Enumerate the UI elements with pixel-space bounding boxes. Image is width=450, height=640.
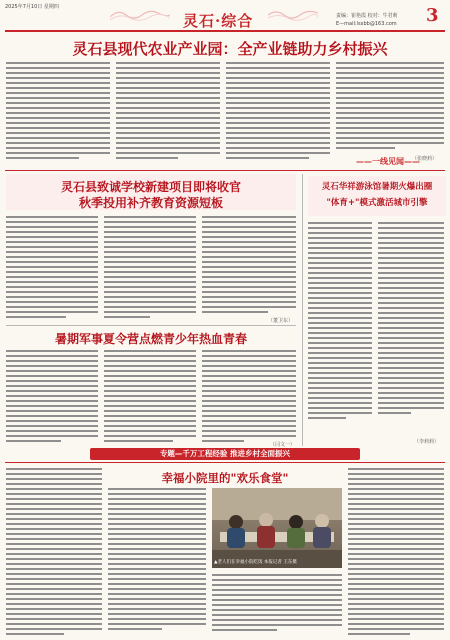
column-divider bbox=[302, 174, 303, 446]
summer-col-2 bbox=[104, 350, 196, 445]
editor-email: E—mail:lsxbb@163.com bbox=[336, 21, 397, 27]
feature-banner bbox=[90, 448, 360, 460]
lead-col-2 bbox=[116, 62, 220, 162]
swim-headline-1: 灵石华祥游泳馆暑期火爆出圈 bbox=[321, 182, 433, 192]
page-number: 3 bbox=[426, 5, 439, 26]
ad-banner-text: ——一线见闻—— bbox=[356, 157, 420, 166]
left-divider bbox=[6, 325, 296, 326]
section-title: 灵石·综合 bbox=[183, 12, 254, 30]
feature-col-1 bbox=[6, 468, 102, 638]
school-col-1 bbox=[6, 216, 98, 321]
wave-ornament bbox=[110, 6, 170, 20]
feature-col-4 bbox=[348, 468, 444, 638]
section-divider bbox=[5, 170, 445, 171]
swim-headline-2: "体育+"模式激活城市引擎 bbox=[326, 198, 428, 208]
lead-headline: 灵石县现代农业产业园：全产业链助力乡村振兴 bbox=[72, 40, 388, 58]
wave-ornament-right bbox=[268, 6, 318, 20]
lead-credit: （张晓莉） bbox=[412, 156, 438, 162]
school-headline-1: 灵石县致诚学校新建项目即将收官 bbox=[60, 180, 241, 194]
lead-col-1 bbox=[6, 62, 110, 162]
lead-col-3 bbox=[226, 62, 330, 162]
school-credit: （董卫东） bbox=[268, 318, 294, 324]
summer-col-3 bbox=[202, 350, 296, 445]
feature-banner-text: 专题—千万工程经验 推进乡村全面振兴 bbox=[159, 449, 291, 458]
feature-headline: 幸福小院里的"欢乐食堂" bbox=[161, 471, 289, 485]
summer-credit: （闫文一） bbox=[270, 442, 296, 448]
school-col-3 bbox=[202, 216, 296, 316]
feature-photo bbox=[212, 488, 342, 568]
date-line: 2025年7月10日 星期四 bbox=[5, 4, 59, 10]
school-headline-2: 秋季投用补齐教育资源短板 bbox=[78, 196, 223, 210]
swim-col-2 bbox=[378, 222, 444, 417]
feature-col-2 bbox=[108, 488, 206, 633]
photo-caption: ▲老人们在幸福小院吃饭 本报记者 王东摄 bbox=[214, 560, 297, 565]
feature-rule bbox=[5, 462, 445, 463]
summer-col-1 bbox=[6, 350, 98, 445]
summer-headline: 暑期军事夏令营点燃青少年热血青春 bbox=[54, 332, 247, 346]
lead-col-4 bbox=[336, 62, 444, 152]
swim-col-1 bbox=[308, 222, 372, 422]
header-rule bbox=[5, 30, 445, 32]
school-col-2 bbox=[104, 216, 196, 321]
ad-banner bbox=[356, 156, 444, 168]
editor-info: 责编：崔艳霞 校对：牛君莉 bbox=[336, 13, 398, 19]
feature-col-3 bbox=[212, 574, 342, 634]
swim-credit: （李莉莉） bbox=[414, 439, 440, 445]
